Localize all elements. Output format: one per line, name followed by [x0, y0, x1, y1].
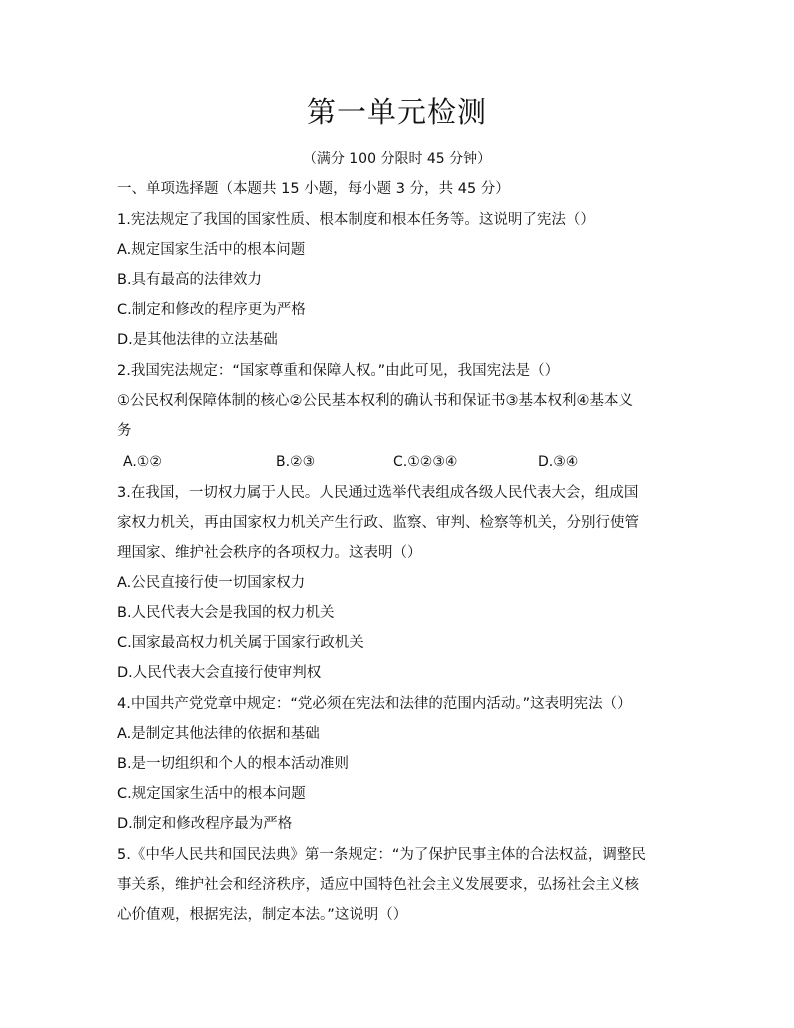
question-2-items-line-2: 务 — [117, 423, 132, 439]
question-1-option-a: A.规定国家生活中的根本问题 — [117, 242, 306, 258]
question-3-option-c: C.国家最高权力机关属于国家行政机关 — [117, 635, 364, 651]
question-3-stem-line-3: 理国家、维护社会秩序的各项权力。这表明（） — [117, 545, 422, 561]
question-3-option-b: B.人民代表大会是我国的权力机关 — [117, 605, 335, 621]
question-4-option-a: A.是制定其他法律的依据和基础 — [117, 726, 320, 742]
question-4-stem: 4.中国共产党党章中规定：“党必须在宪法和法律的范围内活动。”这表明宪法（） — [117, 696, 632, 712]
question-4-option-c: C.规定国家生活中的根本问题 — [117, 786, 306, 802]
page-subtitle: （满分 100 分限时 45 分钟） — [302, 151, 492, 167]
section-heading: 一、单项选择题（本题共 15 小题，每小题 3 分，共 45 分） — [117, 181, 510, 197]
question-3-stem-line-2: 家权力机关，再由国家权力机关产生行政、监察、审判、检察等机关，分别行使管 — [117, 515, 639, 531]
question-2-option-d: D.③④ — [538, 454, 579, 470]
question-2-items-line-1: ①公民权利保障体制的核心②公民基本权利的确认书和保证书③基本权利④基本义 — [117, 393, 633, 409]
question-5-stem-line-2: 事关系，维护社会和经济秩序，适应中国特色社会主义发展要求，弘扬社会主义核 — [117, 877, 639, 893]
question-5-stem-line-1: 5.《中华人民共和国民法典》第一条规定：“为了保护民事主体的合法权益，调整民 — [117, 847, 646, 863]
question-2-option-c: C.①②③④ — [393, 454, 458, 470]
question-3-option-d: D.人民代表大会直接行使审判权 — [117, 665, 322, 681]
page-title: 第一单元检测 — [306, 95, 487, 129]
question-2-stem: 2.我国宪法规定：“国家尊重和保障人权。”由此可见，我国宪法是（） — [117, 363, 560, 379]
question-1-stem: 1.宪法规定了我国的国家性质、根本制度和根本任务等。这说明了宪法（） — [117, 212, 595, 228]
question-1-option-d: D.是其他法律的立法基础 — [117, 332, 278, 348]
question-2-option-a: A.①② — [123, 454, 162, 470]
question-3-stem-line-1: 3.在我国，一切权力属于人民。人民通过选举代表组成各级人民代表大会，组成国 — [117, 485, 639, 501]
question-1-option-b: B.具有最高的法律效力 — [117, 272, 263, 288]
question-4-option-d: D.制定和修改程序最为严格 — [117, 816, 293, 832]
question-3-option-a: A.公民直接行使一切国家权力 — [117, 575, 306, 591]
question-1-option-c: C.制定和修改的程序更为严格 — [117, 302, 306, 318]
question-5-stem-line-3: 心价值观，根据宪法，制定本法。”这说明（） — [117, 907, 408, 923]
question-4-option-b: B.是一切组织和个人的根本活动准则 — [117, 756, 350, 772]
question-2-option-b: B.②③ — [276, 454, 316, 470]
question-2-options — [0, 452, 794, 472]
